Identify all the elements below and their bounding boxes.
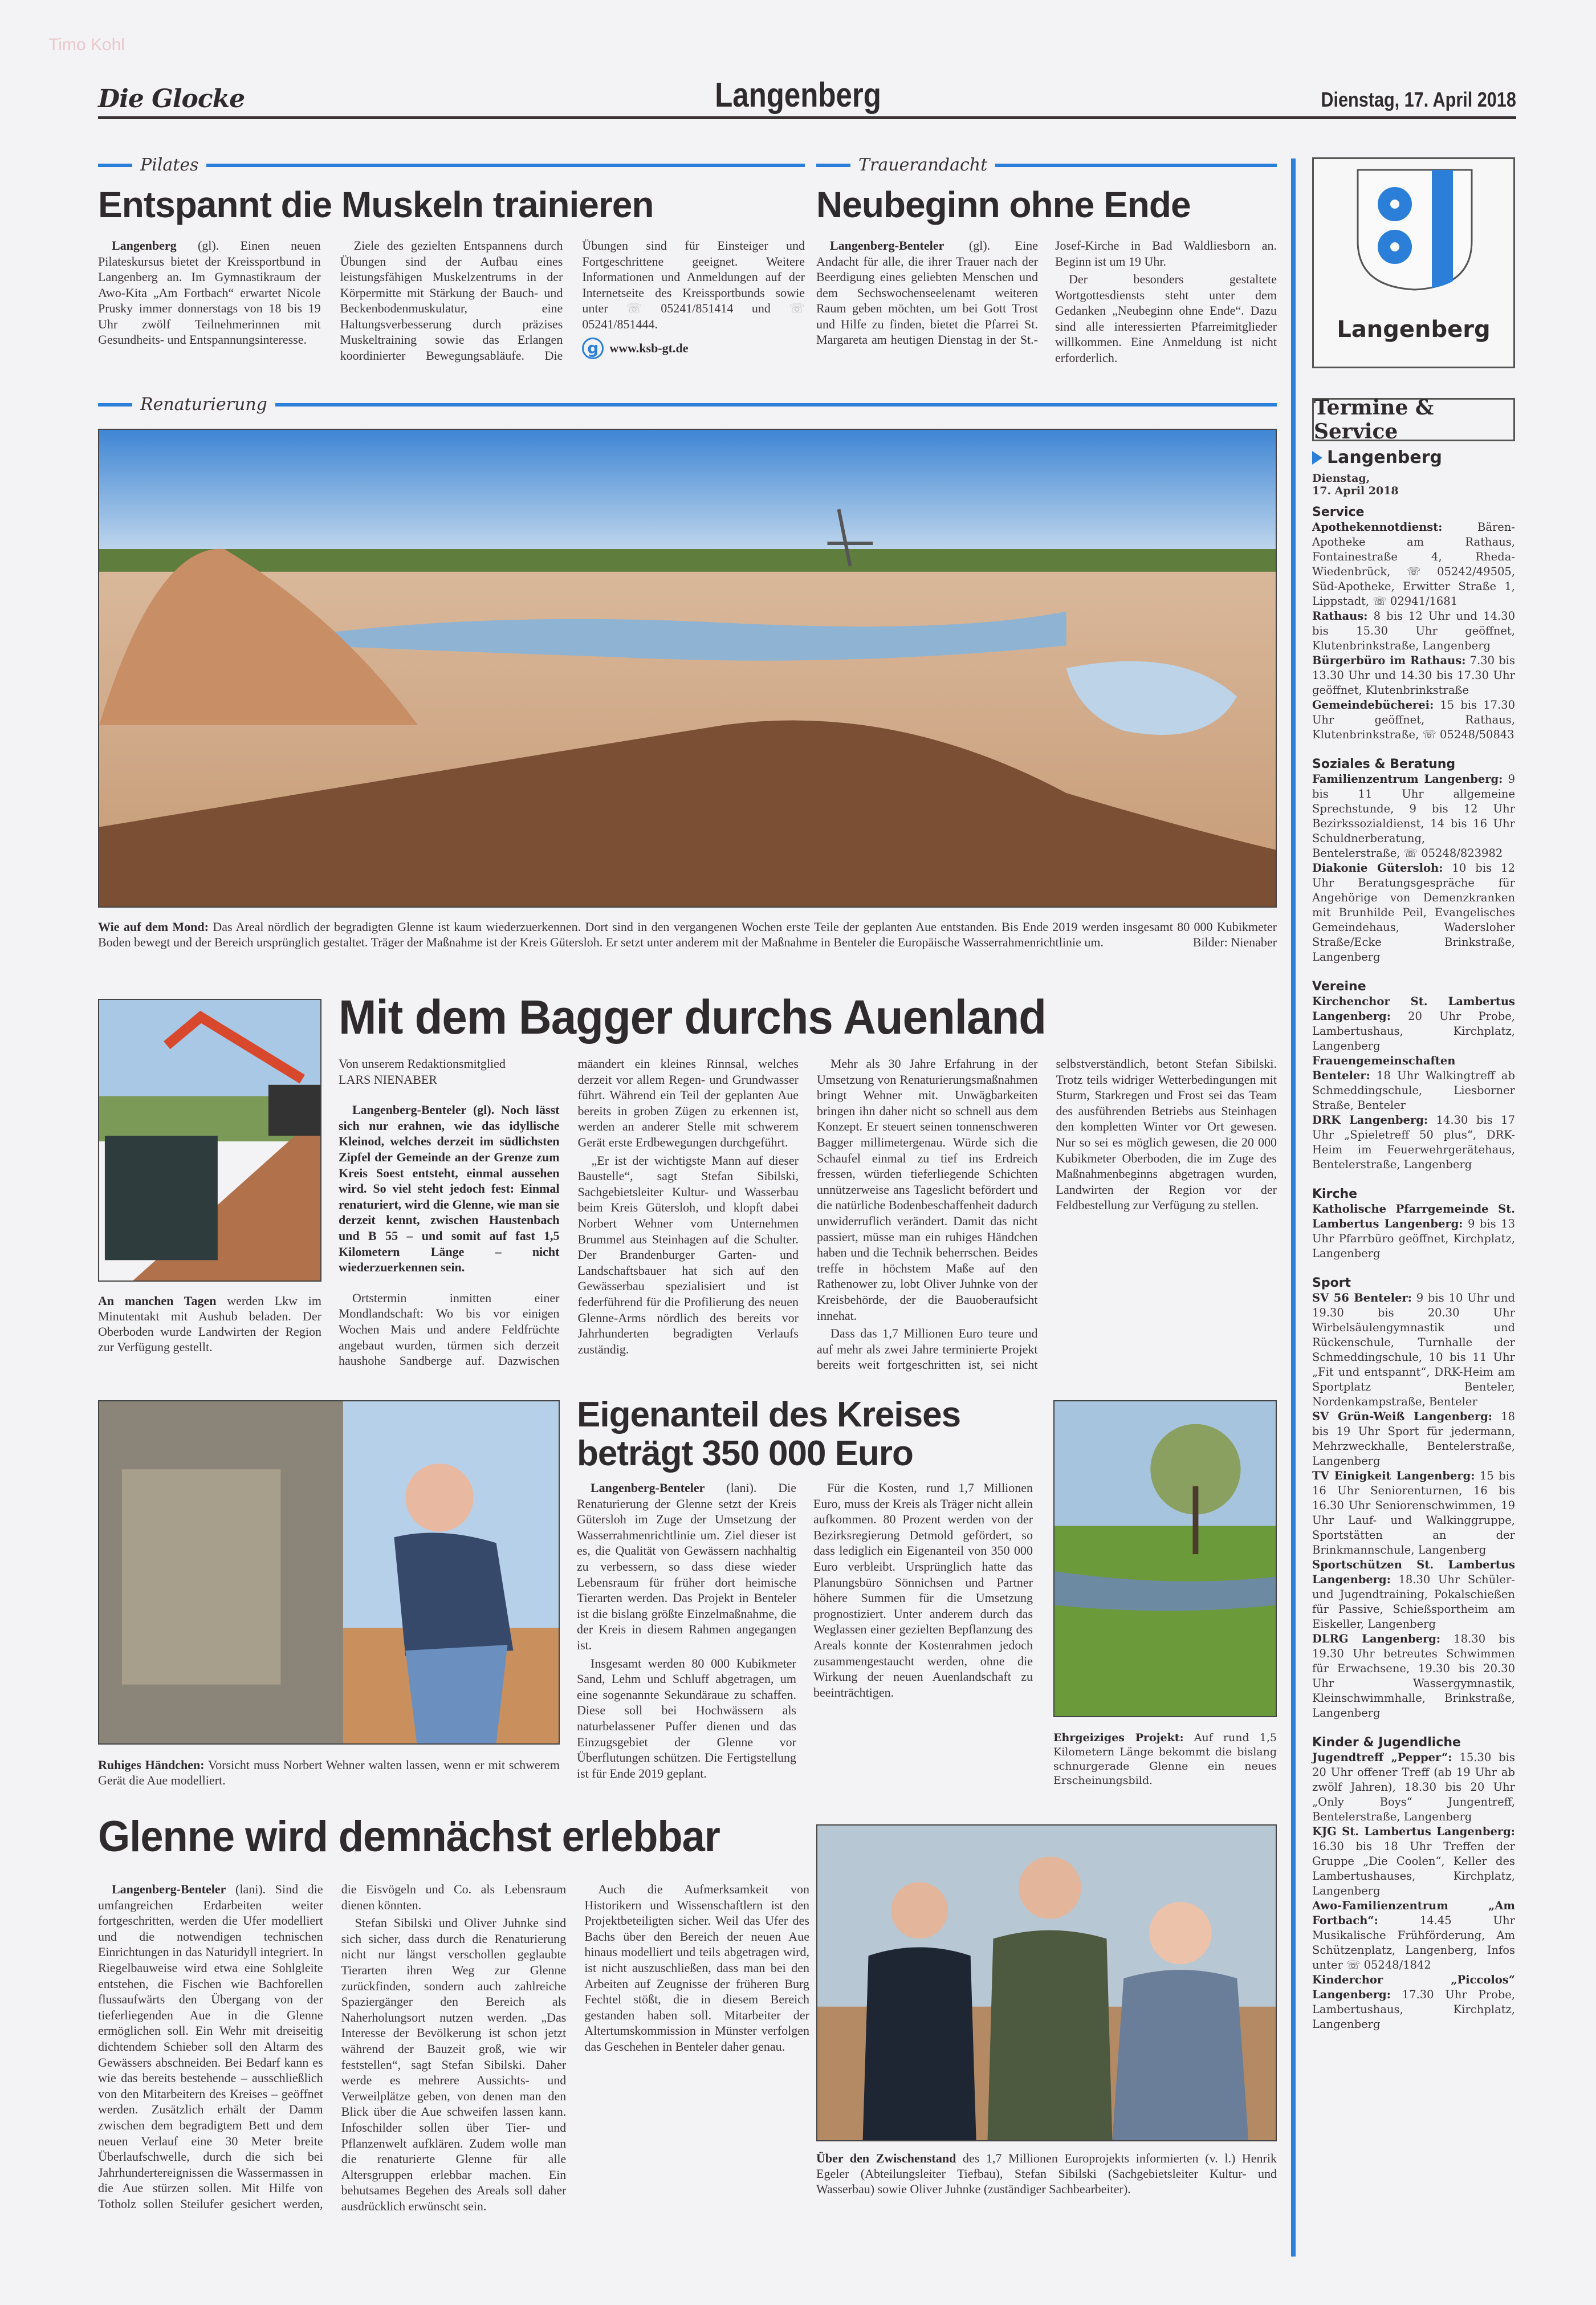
caption-lead: Über den Zwischenstand xyxy=(816,2151,956,2165)
listing-entry xyxy=(1312,861,1515,965)
listing-details: 14.30 bis 17 Uhr „Spieletreff 50 plus“, DRK-Heim im Feuerwehrgerätehaus, Bentelerstraße, Langenberg xyxy=(1312,1113,1515,1171)
listing-entry xyxy=(1312,1054,1515,1113)
article-trauerandacht xyxy=(816,155,1277,365)
coat-of-arms-icon xyxy=(1355,167,1475,292)
listing-name: DRK Langenberg: xyxy=(1312,1113,1428,1127)
article-eigenanteil-body xyxy=(577,1480,1033,1799)
issue-date: Dienstag, 17. April 2018 xyxy=(1321,88,1516,111)
headline: Mit dem Bagger durchs Auenland xyxy=(339,990,1047,1044)
column xyxy=(340,238,805,363)
dateline: Langenberg-Benteler xyxy=(591,1481,705,1495)
paragraph: (gl). Einen neuen Pilateskursus bietet der Kreissportbund in Langenberg an. Im Gymnastikraum der Awo-Kita „Am Fortbach“ erwartet Nicole Prusky immer donnerstags von 18 bis 19 Uhr zwölf Teilnehmerinnen mit Gesundheits- und Entspannungsinteresse. xyxy=(98,238,321,347)
listing-name: SV 56 Benteler: xyxy=(1312,1291,1412,1304)
listing-details: Bären-Apotheke am Rathaus, Fontainestraße 4, Rheda-Wiedenbrück, ☏ 05242/49505, Süd-Apotheke, Erwitter Straße 1, Lippstadt, ☏ 02941/1681 xyxy=(1312,521,1515,608)
photo-caption: Ehrgeiziges Projekt: Auf rund 1,5 Kilometern Länge bekommt die bislang schnurgerade Glenne ein neues Erscheinungsbild. xyxy=(1053,1731,1277,1787)
listing-name: Sportschützen St. Lambertus Langenberg: xyxy=(1312,1558,1515,1586)
listing-name: Frauengemeinschaften Benteler: xyxy=(1312,1054,1456,1082)
paragraph: Mehr als 30 Jahre Erfahrung in der Umsetzung von Renaturierungsmaßnahmen bringt Wehner mit. Unwägbarkeiten bringen ihn daher nicht so schnell aus dem Konzept. Er steuert seinen tonnenschweren Bagger millimetergenau. Würde sich die Schaufel einmal zu tief ins Erdreich fressen, würden tieferliegende Schichten unnützerweise ans Tageslicht befördert und die natürliche Bodenbeschaffenheit dadurch unwiderruflich verändert. Damit das nicht passiert, müsse man ein ruhiges Händchen haben und die Technik beherrschen. Beides treffe in höchstem Maße auf den Rathenower zu, lobt Oliver Juhnke von der Kreisbehörde, der die Bauoberaufsicht innehat. xyxy=(817,1056,1038,1323)
article-bagger-body xyxy=(339,1056,1277,1375)
listing-name: Diakonie Gütersloh: xyxy=(1312,861,1443,875)
listing-entry xyxy=(1312,1632,1515,1721)
listing-entry xyxy=(1312,1558,1515,1632)
termine-list xyxy=(1312,450,1515,2032)
listing-details: 18.30 bis 19.30 Uhr betreutes Schwimmen für Erwachsene, 19.30 bis 20.30 Uhr Wassergymnastik, Kleinschwimmhalle, Brinkstraße, Langenberg xyxy=(1312,1632,1515,1719)
headline-line: beträgt 350 000 Euro xyxy=(577,1434,913,1473)
web-icon: g xyxy=(582,338,604,359)
phone-icon: ☏ xyxy=(626,301,642,315)
photo-three-officials xyxy=(816,1824,1277,2141)
photo-caption: Wie auf dem Mond: Das Areal nördlich der begradigten Glenne ist kaum wiederzuerkennen. Dort sind in den vergangenen Wochen erste Teile der geplanten Aue entstanden. Bis Ende 2019 werden insgesamt 80 000 Kubikmeter Boden bewegt und der Bereich ursprünglich gestaltet. Träger der Maßnahme ist der Kreis Gütersloh. Er setzt unter anderem mit der Maßnahme in Benteler die Europäische Wasserrahmenrichtlinie um. Bilder: Nienaber xyxy=(98,920,1277,949)
headline: Glenne wird demnächst erlebbar xyxy=(98,1812,720,1861)
crest-box xyxy=(1312,157,1515,368)
watermark: Timo Kohl xyxy=(48,35,125,54)
box-title: Termine & Service xyxy=(1314,396,1434,444)
section-heading: Soziales & Beratung xyxy=(1312,757,1456,771)
listing-details: 9 bis 11 Uhr allgemeine Sprechstunde, 9 bis 12 Uhr Bezirkssozialdienst, 14 bis 16 Uhr Schuldnerberatung, Bentelerstraße, ☏ 05248/823982 xyxy=(1312,773,1516,860)
listing-details: 15.30 bis 20 Uhr offener Treff (ab 19 Uhr ab zwölf Jahren), 18.30 bis 20 Uhr „Only Boys“ Jungentreff, Bentelerstraße, Langenberg xyxy=(1312,1751,1515,1823)
paragraph: Ortstermin inmitten einer Mondlandschaft: Wo bis vor einigen Wochen Mais und andere Feldfrüchte angebaut wurden, türmen sich derzeit haushohe Sandberge auf. Dazwischen mäandert ein kleines Rinnsal, welches derzeit vor allem Regen- und Grundwasser führt. Während ein Teil der geplanten Aue bereits in groben Zügen zu erkennen ist, werden an anderer Stelle mit schwerem Gerät erste Erdbewegungen durchgeführt. xyxy=(339,1056,799,1368)
headline-line: Eigenanteil des Kreises xyxy=(577,1395,961,1434)
listing-name: Kirchenchor St. Lambertus Langenberg: xyxy=(1312,995,1515,1023)
listing-entry xyxy=(1312,609,1515,653)
section-heading: Sport xyxy=(1312,1276,1351,1290)
listing-details: 10 bis 12 Uhr Beratungsgespräche für Angehörige von Demenzkranken mit Brunhilde Peil, Evangelisches Gemeindehaus, Wadersloher Straße/Ecke Brinkstraße, Langenberg xyxy=(1312,861,1515,964)
paragraph: Langenberg-Benteler (gl). Eine Andacht für alle, die ihrer Trauer nach der Beerdigung eines geliebten Menschen und dem Sechswochenseelenamt weiteren Raum geben möchten, um bei Gott Trost und Hilfe zu finden, bietet die Pfarrei St. Margareta am heutigen Dienstag in der St.-Josef-Kirche in Bad Waldliesborn an. Beginn ist um 19 Uhr. xyxy=(816,238,1277,347)
paragraph: Für die Kosten, rund 1,7 Millionen Euro, muss der Kreis als Träger nicht allein aufkommen. 80 Prozent werden von der Bezirksregierung Detmold gefördert, so dass lediglich ein Eigenanteil von 350 000 Euro verbleibt. Ursprünglich hatte das Planungsbüro Sönnichsen und Partner höhere Summen für die Umsetzung prognostiziert. Unter anderem durch das Weglassen einer gezielten Bepflanzung des Areals konnte der Kostenrahmen jedoch zusammengestaucht werden, ohne die Wirkung der neuen Auenlandschaft zu beeinträchtigen. xyxy=(813,1481,1033,1700)
dateline: Langenberg-Benteler xyxy=(352,1103,467,1117)
listing-entry xyxy=(1312,994,1515,1054)
listing-details: 9 bis 10 Uhr und 19.30 bis 20.30 Uhr Wirbelsäulengymnastik und Rückenschule, Turnhalle der Schmeddingschule, 10 bis 11 Uhr „Fit und entspannt“, DRK-Heim am Sportplatz Benteler, Nordenkampstraße, Benteler xyxy=(1312,1291,1515,1408)
listing-details: 16.30 bis 18 Uhr Treffen der Gruppe „Die Coolen“, Keller des Lambertushauses, Kirchplatz, Langenberg xyxy=(1312,1840,1515,1897)
listing-entry xyxy=(1312,772,1515,861)
listing-details: 18 Uhr Walkingtreff ab Schmeddingschule, Liesborner Straße, Benteler xyxy=(1312,1069,1515,1112)
photo-glenne-river xyxy=(1053,1400,1277,1717)
listing-details: 14.45 Uhr Musikalische Frühförderung, Am Schützenplatz, Langenberg, Infos unter ☏ 05248/1842 xyxy=(1312,1914,1515,1971)
listing-name: Jugendtreff „Pepper“: xyxy=(1312,1751,1452,1764)
listing-details: 7.30 bis 13.30 Uhr und 14.30 bis 17.30 Uhr geöffnet, Klutenbrinkstraße xyxy=(1312,654,1515,697)
listing-name: Familienzentrum Langenberg: xyxy=(1312,773,1503,786)
place-label: Langenberg xyxy=(1327,448,1442,467)
listing-details: 17.30 Uhr Probe, Lambertushaus, Kirchplatz, Langenberg xyxy=(1312,1988,1515,2031)
listing-name: KJG St. Lambertus Langenberg: xyxy=(1312,1825,1515,1838)
termine-box xyxy=(1312,396,1515,444)
listing-details: 9 bis 13 Uhr Pfarrbüro geöffnet, Kirchplatz, Langenberg xyxy=(1312,1217,1515,1260)
paragraph: Auch die Aufmerksamkeit von Historikern und Wissenschaftlern ist den Projektbeteiligten sicher. Weil das Ufer des Bachs über den Bereich der neuen Aue hinaus modelliert und teils abgetragen wird, ist nicht auszuschließen, dass man bei den Arbeiten auf Zeugnisse der früheren Burg Fechtel stößt, die in diesem Bereich gestanden haben soll. Mitarbeiter der Altertumskommission in Münster verfolgen das Geschehen in Benteler daher genau. xyxy=(584,1882,809,2054)
lead-paragraph: Langenberg-Benteler (gl). Noch lässt sich nur erahnen, wie das idyllische Kleinod, welches derzeit im südlichsten Zipfel der Gemeinde an der Grenze zum Kreis Soest entsteht, einmal aussehen wird. So viel steht jedoch fest: Einmal renaturiert, wird die Glenne, wie man sie derzeit kennt, zwischen Haustenbach und B 55 – und somit auf fast 1,5 Kilometern Länge – nicht wiederzuerkennen sein. xyxy=(339,1103,560,1275)
kicker-label: Renaturierung xyxy=(140,395,267,414)
newspaper-logo: Die Glocke xyxy=(98,84,245,113)
listing-details: 15 bis 17.30 Uhr geöffnet, Rathaus, Klutenbrinkstraße, ☏ 05248/50843 xyxy=(1312,698,1515,741)
listing-entry xyxy=(1312,1202,1515,1261)
website-link[interactable]: www.ksb-gt.de xyxy=(609,341,689,356)
section-heading: Kirche xyxy=(1312,1187,1358,1201)
phone-number: 05241/851444. xyxy=(582,316,658,331)
article-pilates xyxy=(98,155,805,363)
section-heading: Service xyxy=(1312,505,1365,519)
listing-entry xyxy=(1312,1409,1515,1469)
paragraph: Ziele des gezielten Entspannens durch Übungen sind der Aufbau eines leistungsfähigen Muskelzentrums in der Körpermitte mit Stärkung der Bauch- und Beckenbodenmuskulatur, eine Haltungsverbesserung durch präzises Muskeltraining sowie das Erlangen koordinierter Bewegungsabläufe. Die Übungen sind für Einsteiger und Fortgeschrittene geeignet. Weitere Informationen und Anmeldungen auf der Internetseite des Kreissportbunds sowie unter ☏ 05241/851414 und ☏ 05241/851444. xyxy=(340,238,805,363)
listing-entry xyxy=(1312,1469,1515,1558)
section-heading: Vereine xyxy=(1312,979,1366,994)
listing-name: Kinderchor „Piccolos“ Langenberg: xyxy=(1312,1973,1515,2001)
listing-name: Rathaus: xyxy=(1312,609,1368,623)
photo-credit: Bilder: Nienaber xyxy=(1192,935,1277,949)
dateline: Langenberg-Benteler xyxy=(830,238,944,253)
byline: Von unserem Redaktionsmitglied LARS NIENABER xyxy=(339,1056,506,1087)
river-image xyxy=(1054,1401,1276,1716)
photo-caption: Über den Zwischenstand des 1,7 Millionen Europrojekts informierten (v. l.) Henrik Egeler (Abteilungsleiter Tiefbau), Stefan Sibilski (Sachgebietsleiter Kultur- und Wasserbau) sowie Oliver Juhnke (zuständiger Sachbearbeiter). xyxy=(816,2151,1277,2196)
page-title: Langenberg xyxy=(715,76,881,114)
article-glenne-body xyxy=(98,1881,809,2223)
caption-lead: An manchen Tagen xyxy=(98,1294,217,1308)
caption-lead: Ehrgeiziges Projekt: xyxy=(1053,1731,1184,1744)
photo-caption: Ruhiges Händchen: Vorsicht muss Norbert Wehner walten lassen, wenn er mit schwerem Gerät die Aue modelliert. xyxy=(98,1758,560,1787)
dateline: Langenberg xyxy=(112,238,177,253)
listing-details: 18.30 Uhr Schüler- und Jugendtraining, Pokalschießen für Passive, Schießsportheim am Eiskeller, Langenberg xyxy=(1312,1573,1515,1631)
listing-entry xyxy=(1312,1750,1515,1824)
kicker-label: Trauerandacht xyxy=(858,155,988,175)
kicker-trauerandacht xyxy=(816,155,1277,175)
section-heading: Kinder & Jugendliche xyxy=(1312,1735,1461,1750)
listing-entry xyxy=(1312,1899,1515,1973)
phone-number: 05241/851414 xyxy=(661,301,734,315)
paragraph: „Er ist der wichtigste Mann auf dieser Baustelle“, sagt Stefan Sibilski, Sachgebietsleiter Kultur- und Wasserbau beim Kreis Gütersloh, und klopft dabei Norbert Wehner vom Unternehmen Brummel aus Steinhagen auf die Schulter. Der Brandenburger Garten- und Landschaftsbauer hat sich auf den Gewässerbau spezialisiert und ist federführend für die Profilierung des neuen Glenne-Arms nördlich des bereits vor Jahrhunderten begradigten Verlaufs zuständig. xyxy=(577,1153,799,1356)
kicker-pilates xyxy=(98,155,805,175)
column xyxy=(98,238,321,363)
listing-details: 8 bis 12 Uhr und 14.30 bis 15.30 Uhr geöffnet, Klutenbrinkstraße, Langenberg xyxy=(1312,609,1515,652)
triangle-right-icon xyxy=(1312,451,1322,465)
listing-details: 20 Uhr Probe, Lambertushaus, Kirchplatz, Langenberg xyxy=(1312,1010,1515,1052)
date-label: Dienstag, 17. April 2018 xyxy=(1312,472,1399,497)
excavator-image xyxy=(99,1000,320,1280)
listing-entry xyxy=(1312,1824,1515,1899)
listing-name: SV Grün-Weiß Langenberg: xyxy=(1312,1410,1492,1423)
listing-entry xyxy=(1312,520,1515,609)
operator-image xyxy=(99,1401,559,1743)
paragraph: Stefan Sibilski und Oliver Juhnke sind sich sicher, dass durch die Renaturierung nicht nur längst verschollen geglaubte Tierarten ihren Weg zur Glenne zurückfinden, sondern auch zahlreiche Spaziergänger den Bereich als Naherholungsort nutzen werden. „Das Interesse der Bevölkerung ist schon jetzt während der Bauzeit groß, wie wir feststellen“, sagt Stefan Sibilski. Daher werde es mehrere Aussichts- und Verweilplätze geben, von denen man den Blick über die Aue schweifen lassen kann. Infoschilder sollen über Tier- und Pflanzenwelt aufklären. Zudem wolle man die renaturierte Glenne für alle Altersgruppen erlebbar machen. Ein behutsames Begehen des Areals soll daher ausdrücklich erwünscht sein. xyxy=(341,1916,567,2213)
masthead-rule xyxy=(98,116,1516,119)
dateline: Langenberg-Benteler xyxy=(112,1882,226,1896)
listing-name: TV Einigkeit Langenberg: xyxy=(1312,1469,1475,1482)
column-divider xyxy=(1291,158,1296,2257)
listing-name: Bürgerbüro im Rathaus: xyxy=(1312,654,1466,667)
listing-entry xyxy=(1312,1973,1515,2032)
kicker-renaturierung xyxy=(98,395,1277,414)
paragraph: Langenberg-Benteler (lani). Sind die umfangreichen Erdarbeiten weiter fortgeschritten, werden die Ufer modelliert und die notwendigen technischen Einrichtungen in das Naturidyll integriert. In Riegelbauweise wird etwa eine Sohlgleite entstehen, die Fischen wie Bachforellen flussaufwärts den Übergang von der tieferliegenden Aue in die Glenne ermöglichen soll. Ein Wehr mit dreiseitig dichtendem Schieber soll den Altarm des Gewässers abschneiden. Bei Bedarf kann es wie das bereits bestehende – ausschließlich von den Mitarbeitern des Kreises – geöffnet werden. Zusätzlich erhält der Damm zwischen dem begradigtem Bett und dem neuen Verlauf eine 30 Meter breite Überlaufschwelle, durch die sich bei Jahrhundertereignissen die Wassermassen in die Aue stürzen sollen. Mit Hilfe von Totholz sollen Steilufer gesichert werden, die Eisvögeln und Co. als Lebensraum dienen könnten. xyxy=(98,1882,567,2211)
listing-name: DLRG Langenberg: xyxy=(1312,1632,1441,1645)
fax-icon: ☏ xyxy=(789,301,805,315)
listing-details: 15 bis 16 Uhr Seniorenturnen, 16 bis 16.30 Uhr Seniorenschwimmen, 19 Uhr Lauf- und Walkinggruppe, Sportstätten an der Brinkmannschule, Langenberg xyxy=(1312,1469,1515,1556)
listing-entry xyxy=(1312,698,1515,742)
listing-details: 18 bis 19 Uhr Sport für jedermann, Mehrzweckhalle, Bentelerstraße, Langenberg xyxy=(1312,1410,1515,1467)
landscape-image xyxy=(99,430,1276,906)
headline: Neubeginn ohne Ende xyxy=(816,184,1191,225)
caption-lead: Wie auf dem Mond: xyxy=(98,920,209,934)
headline: Entspannt die Muskeln trainieren xyxy=(98,184,654,225)
listing-name: Gemeindebücherei: xyxy=(1312,698,1434,712)
listing-name: Awo-Familienzentrum „Am Fortbach“: xyxy=(1312,1899,1515,1927)
photo-norbert-wehner xyxy=(98,1400,560,1745)
paragraph: Der besonders gestaltete Wortgottesdiensts steht unter dem Gedanken „Neubeginn ohne Ende“. Dazu sind alle interessierten Pfarreimitglieder willkommen. Eine Anmeldung ist nicht erforderlich. xyxy=(1055,272,1277,365)
kicker-label: Pilates xyxy=(140,155,199,175)
listing-name: Apothekennotdienst: xyxy=(1312,521,1443,534)
group-image xyxy=(817,1826,1276,2140)
listing-entry xyxy=(1312,1113,1515,1172)
main-photo-renaturierung xyxy=(98,429,1277,908)
listing-entry xyxy=(1312,653,1515,698)
conjunction: und xyxy=(751,301,771,315)
photo-excavator-truck xyxy=(98,999,321,1282)
listing-entry xyxy=(1312,1291,1515,1409)
headline xyxy=(577,1396,960,1473)
paragraph: Dass das 1,7 Millionen Euro teure und auf mehr als zwei Jahre terminierte Projekt bereits weit fortgeschritten ist, sei nicht selbstverständlich, betont Stefan Sibilski. Trotz teils widriger Wetterbedingungen mit Sturm, Starkregen und Frost sei das Team des ausführenden Betriebs aus Steinhagen den kompletten Winter vor Ort gewesen. Nur so sei es möglich gewesen, die 20 000 Kubikmeter Oberboden, die im Zuge des Maßnahmenbeginns abgetragen wurden, Landwirten der Region vor der Feldbestellung zur Verfügung zu stellen. xyxy=(817,1056,1277,1372)
paragraph: Insgesamt werden 80 000 Kubikmeter Sand, Lehm und Schluff abgetragen, um eine sogenannte Sekundäraue zu schaffen. Diese soll bei Hochwässern als naturbelassener Puffer dienen und das Einzugsgebiet der Glenne vor Überflutungen schützen. Die Fertigstellung ist für Ende 2019 geplant. xyxy=(577,1656,796,1780)
paragraph: Langenberg-Benteler (lani). Die Renaturierung der Glenne setzt der Kreis Gütersloh im Zuge der Umsetzung der Wasserrahmenrichtlinie um. Ziel dieser ist es, die Qualität von Gewässern nachhaltig zu verbessern, so dass diese wieder Lebensraum für früher dort heimische Tierarten werden. Das Projekt in Benteler ist die bislang größte Einzelmaßnahme, die der Kreis in diesem Rahmen angegangen ist. xyxy=(577,1481,796,1652)
photo-caption: An manchen Tagen werden Lkw im Minutentakt mit Aushub beladen. Der Oberboden wurde Landwirten der Region zur Verfügung gestellt. xyxy=(98,1294,321,1354)
caption-lead: Ruhiges Händchen: xyxy=(98,1758,205,1772)
crest-label: Langenberg xyxy=(1337,316,1491,343)
listing-name: Katholische Pfarrgemeinde St. Lambertus Langenberg: xyxy=(1312,1202,1515,1230)
